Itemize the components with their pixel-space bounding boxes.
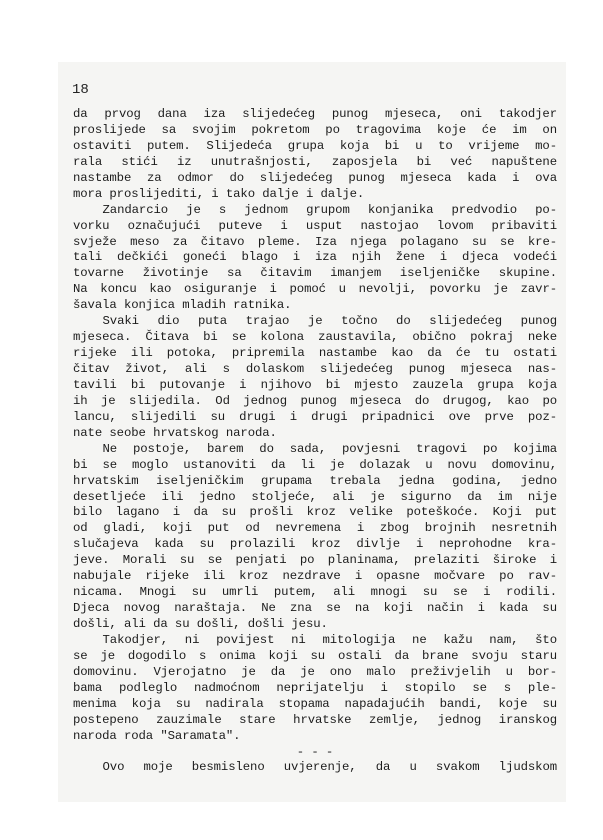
text-line: da prvog dana iza slijedećeg punog mjeseca, oni takodjer <box>73 107 557 121</box>
text-line: naroda roda "Saramata". <box>73 728 241 743</box>
text-line: - - - <box>296 744 334 759</box>
text-line: Na koncu kao osiguranje i pomoć u nevolji, povorku je zavr- <box>73 282 557 297</box>
text-line: mora proslijediti, i tako dalje i dalje. <box>73 186 365 201</box>
text-line: Ne postoje, barem do sada, povjesni tragovi po kojima <box>102 441 557 456</box>
text-line: Svaki dio puta trajao je točno do slijedećeg punog <box>102 314 557 329</box>
text-line: od gladi, koji put od nevremena i zbog brojnih nesretnih <box>73 521 557 536</box>
text-line: ostaviti putem. Slijedeća grupa koja bi u to vrijeme mo- <box>73 138 557 153</box>
text-line: lancu, slijedili su drugi i drugi pripadnici ove prve poz- <box>73 409 557 424</box>
text-line: desetljeće ili jedno stoljeće, ali je sigurno da im nije <box>73 489 557 504</box>
text-line: nabujale rijeke ili kroz nezdrave i opasne močvare po rav- <box>73 569 557 584</box>
text-line: tovarne životinje sa čitavim imanjem iseljeničke skupine. <box>73 266 557 281</box>
text-line: slučajeva kada su prolazili kroz divlje i neprohodne kra- <box>73 537 557 552</box>
text-line: tavili bi putovanje i njihovo bi mjesto zauzela grupa koja <box>73 377 557 392</box>
text-line: vorku označujući puteve i usput nastojao lovom pribaviti <box>73 218 557 233</box>
text-line: bilo lagano i da su prošli kroz velike poteškoće. Koji put <box>73 505 557 520</box>
text-line: nate seobe hrvatskog naroda. <box>73 425 277 440</box>
text-line: nastambe za odmor do slijedećeg punog mjeseca kada i ova <box>73 170 557 185</box>
text-line: se je dogodilo s onima koji su ostali da brane svoju staru <box>73 648 557 663</box>
page-number: 18 <box>72 82 89 98</box>
text-line: rala stići iz unutrašnjosti, zaposjela bi već napuštene <box>73 154 557 169</box>
text-line: ih je slijedila. Od jednog punog mjeseca do drugog, kao po <box>73 393 557 408</box>
text-line: šavala konjica mladih ratnika. <box>73 298 292 313</box>
text-line: rijeke ili potoka, pripremila nastambe kao da će tu ostati <box>73 346 557 361</box>
text-line: proslijede sa svojim pokretom po tragovima koje će im on <box>73 122 557 137</box>
text-line: domovinu. Vjerojatno je da je ono malo preživjelih u bor- <box>73 664 557 679</box>
body-text <box>73 107 557 776</box>
text-line: Takodjer, ni povijest ni mitologija ne kažu nam, što <box>102 632 557 647</box>
text-line: mjeseca. Čitava bi se kolona zaustavila, obično pokraj neke <box>73 330 557 345</box>
text-line: menima koja su nadirala stopama napadajućih bandi, koje su <box>73 696 557 711</box>
text-line: Zandarcio je s jednom grupom konjanika predvodio po- <box>102 202 557 217</box>
text-line: nicama. Mnogi su umrli putem, ali mnogi su se i rodili. <box>73 585 557 600</box>
text-line: Ovo moje besmisleno uvjerenje, da u svakom ljudskom <box>102 760 557 775</box>
text-line: Djeca novog naraštaja. Ne zna se na koji način i kada su <box>73 601 557 616</box>
text-line: jeve. Morali su se penjati po planinama, prelaziti široke i <box>73 553 557 568</box>
text-line: čitav život, ali s dolaskom slijedećeg punog mjeseca nas- <box>73 362 557 376</box>
text-line: postepeno zauzimale stare hrvatske zemlje, jednog iranskog <box>73 712 557 727</box>
text-line: tali dečkići goneći blago i iza njih žene i djeca vodeći <box>73 250 557 265</box>
text-line: došli, ali da su došli, došli jesu. <box>73 617 328 631</box>
text-line: bama podleglo nadmoćnom neprijatelju i stopilo se s ple- <box>73 680 557 695</box>
text-line: hrvatskim iseljeničkim grupama trebala jedna godina, jedno <box>73 473 557 488</box>
text-line: bi se moglo ustanoviti da li je dolazak u novu domovinu, <box>73 457 557 472</box>
text-line: svježe meso za čitavo pleme. Iza njega polagano su se kre- <box>73 234 557 249</box>
